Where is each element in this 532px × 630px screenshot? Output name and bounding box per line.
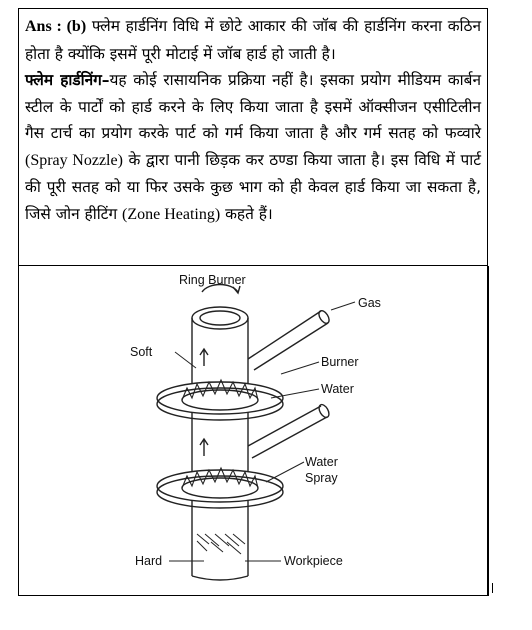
label-ring-burner: Ring Burner <box>179 273 246 287</box>
motion-arrow-upper-icon <box>200 349 208 366</box>
flame-hardening-diagram <box>19 266 489 596</box>
label-gas: Gas <box>358 296 381 310</box>
edge-tick-mark <box>492 583 493 593</box>
label-water-spray-line2: Spray <box>305 471 338 485</box>
upper-burner-ring <box>157 380 283 420</box>
hardened-zone-hatch <box>197 534 245 554</box>
water-spray-ring <box>157 468 283 508</box>
label-workpiece: Workpiece <box>284 554 343 568</box>
label-soft: Soft <box>130 345 153 359</box>
answer-paragraph <box>25 13 481 67</box>
label-water: Water <box>321 382 354 396</box>
definition-paragraph <box>25 67 481 228</box>
motion-arrow-lower-icon <box>200 439 208 456</box>
answer-prefix: Ans : (b) <box>25 18 87 35</box>
label-burner: Burner <box>321 355 359 369</box>
leader-lines <box>169 302 355 561</box>
definition-text-1: यह कोई रासायनिक प्रक्रिया नहीं है। इसका प्रयोग मीडियम कार्बन स्टील के पार्टों को हार्ड करने के लिए किया जाता है इसमें ऑक्सीजन एसीटिलीन गैस टार्च का प्रयोग करके पार्ट को गर्म किया जाता है और गर्म सतह को फव्वारे <box>25 71 481 142</box>
definition-term: फ्लेम हार्डनिंग– <box>25 71 110 89</box>
definition-text-3: कहते हैं। <box>220 204 273 223</box>
right-border-bar <box>487 266 489 596</box>
flame-hardening-figure <box>18 266 488 596</box>
definition-english-2: (Zone Heating) <box>122 205 221 223</box>
water-tube <box>248 403 331 458</box>
label-water-spray-line1: Water <box>305 455 338 469</box>
gas-tube <box>248 309 331 370</box>
definition-english-1: (Spray Nozzle) <box>25 151 123 169</box>
label-hard: Hard <box>135 554 163 568</box>
answer-text-box <box>18 8 488 266</box>
definition-text-2: के द्वारा पानी छिड़क कर ठण्डा किया जाता है। इस विधि में पार्ट की पूरी सतह को या फिर उसके कुछ भाग को ही केवल हार्ड किया जा सकता है, जिसे जोन हीटिंग <box>25 150 481 223</box>
answer-text: फ्लेम हार्डनिंग विधि में छोटे आकार की जॉब की हार्डनिंग करना कठिन होता है क्योंकि इसमें पूरी मोटाई में जॉब हार्ड हो जाती है। <box>25 17 482 63</box>
